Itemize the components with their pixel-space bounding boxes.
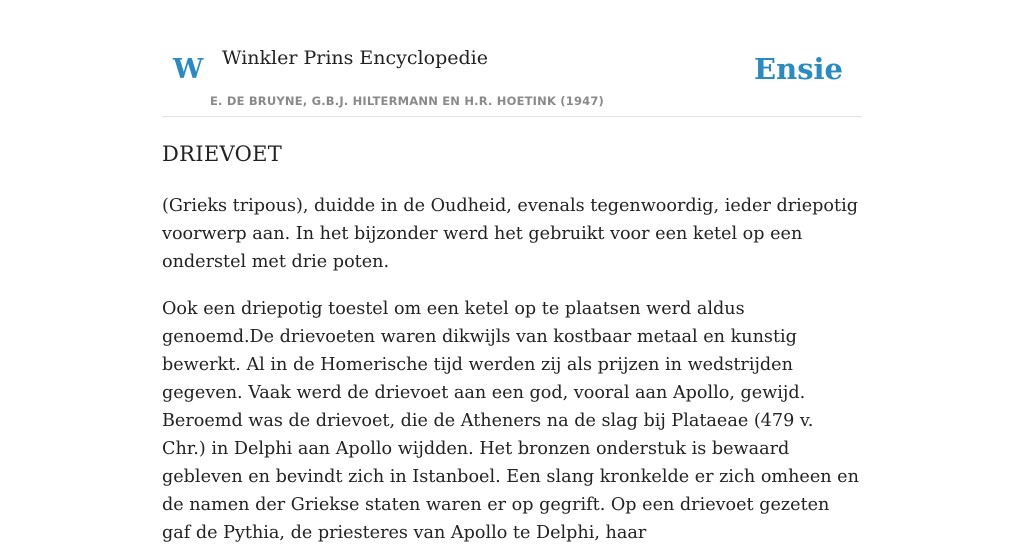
winkler-prins-logo[interactable]: W (173, 54, 204, 85)
header (162, 0, 862, 117)
book-title[interactable]: Winkler Prins Encyclopedie (222, 47, 488, 69)
article-paragraph: (Grieks tripous), duidde in de Oudheid, evenals tegenwoordig, ieder driepotig voorwerp aan. In het bijzonder werd het gebruikt voor een ketel op een onderstel met drie poten. (162, 196, 858, 272)
ensie-logo[interactable]: Ensie (754, 52, 843, 86)
book-authors: E. DE BRUYNE, G.B.J. HILTERMANN EN H.R. HOETINK (1947) (210, 94, 605, 108)
article-paragraph: Ook een driepotig toestel om een ketel op te plaatsen werd aldus genoemd.De drievoeten waren dikwijls van kostbaar metaal en kunstig bewerkt. Al in de Homerische tijd werden zij als prijzen in wedstrijden gegeven. Vaak werd de drievoet aan een god, vooral aan Apollo, gewijd. Beroemd was de drievoet, die de Atheners na de slag bij Plataeae (479 v. Chr.) in Delphi aan Apollo wijdden. Het bronzen onderstuk is bewaard gebleven en bevindt zich in Istanboel. Een slang kronkelde er zich omheen en de namen der Griekse staten waren er op gegrift. Op een drievoet gezeten gaf de Pythia, de priesteres van Apollo te Delphi, haar (162, 299, 859, 543)
article (162, 137, 862, 547)
article-headword: DRIEVOET (162, 142, 283, 166)
